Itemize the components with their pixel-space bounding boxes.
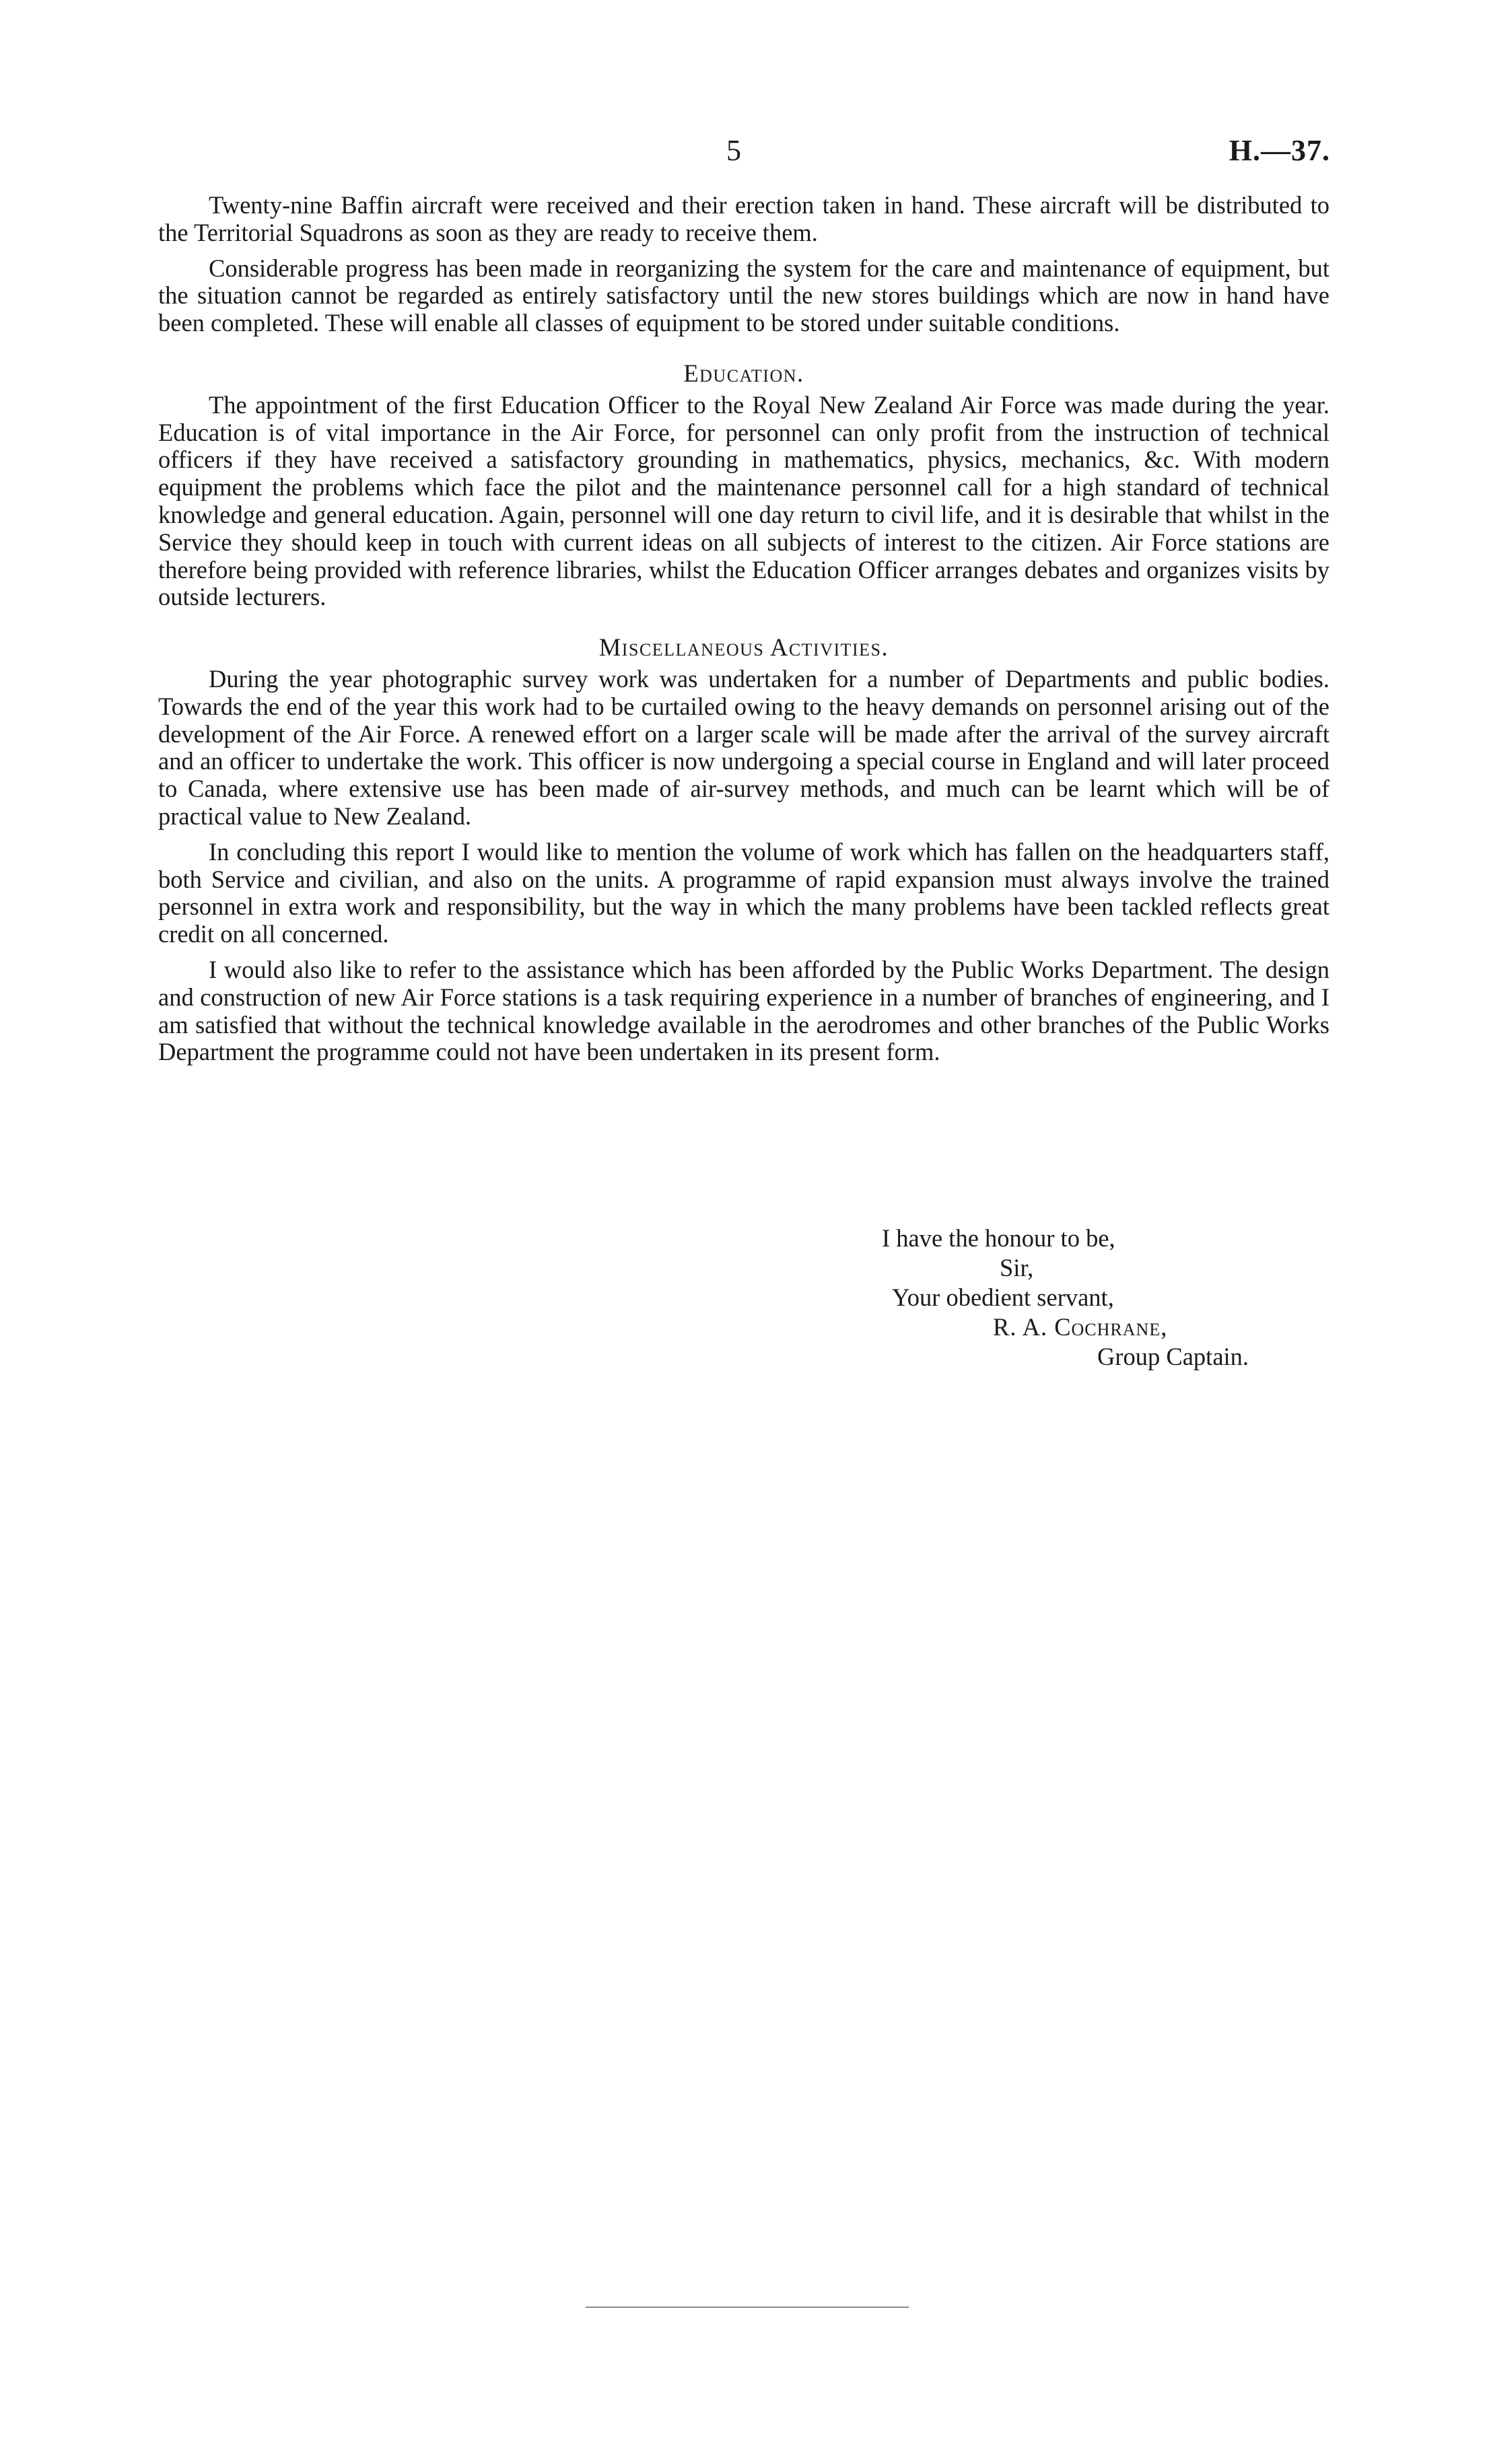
signature-salutation: Sir, xyxy=(1000,1254,1034,1281)
section-heading-miscellaneous: Miscellaneous Activities. xyxy=(598,633,889,662)
signature-block xyxy=(882,1224,1249,1372)
paragraph-baffin-aircraft: Twenty-nine Baffin aircraft were received and their erection taken in hand. These aircraft will be distributed to the Territorial Squadrons as soon as they are ready to receive them. xyxy=(158,191,1329,246)
signature-greeting: Your obedient servant, xyxy=(892,1283,1114,1311)
document-reference: H.—37. xyxy=(1229,134,1330,167)
end-rule-divider xyxy=(586,2307,909,2308)
paragraph-concluding: In concluding this report I would like to mention the volume of work which has fallen on the headquarters staff, both Service and civilian, and also on the units. A programme of rapid expansion must always involve the trained personnel in extra work and responsibility, but the way in which the many problems have been tackled reflects great credit on all concerned. xyxy=(158,837,1329,948)
report-body xyxy=(158,192,1329,1066)
paragraph-education: The appointment of the first Education Officer to the Royal New Zealand Air Force was made during the year. Education is of vital importance in the Air Force, for personnel can only profit from the instruction of technical officers if they have received a satisfactory grounding in mathematics, physics, mechanics, &c. With modern equipment the problems which face the pilot and the maintenance personnel call for a high standard of technical knowledge and general education. Again, personnel will one day return to civil life, and it is desirable that whilst in the Service they should keep in touch with current ideas on all subjects of interest to the citizen. Air Force stations are therefore being provided with reference libraries, whilst the Education Officer arranges debates and organizes visits by outside lecturers. xyxy=(158,390,1329,611)
paragraph-public-works: I would also like to refer to the assistance which has been afforded by the Public Works Department. The design and construction of new Air Force stations is a task requiring experience in a number of branches of engineering, and I am satisfied that without the technical knowledge available in the aerodromes and other branches of the Public Works Department the programme could not have been undertaken in its present form. xyxy=(158,955,1329,1066)
signature-closing: I have the honour to be, xyxy=(882,1224,1115,1252)
section-heading-education: Education. xyxy=(683,359,804,387)
signature-rank: Group Captain. xyxy=(1097,1343,1249,1370)
paragraph-equipment: Considerable progress has been made in reorganizing the system for the care and maintenance of equipment, but the situation cannot be regarded as entirely satisfactory until the new stores buildings which are now in hand have been completed. These will enable all classes of equipment to be stored under suitable conditions. xyxy=(158,254,1329,337)
signature-name: R. A. Cochrane, xyxy=(993,1313,1168,1341)
paragraph-survey-work: During the year photographic survey work was undertaken for a number of Departments and public bodies. Towards the end of the year this work had to be curtailed owing to the heavy demands on personnel arising out of the development of the Air Force. A renewed effort on a larger scale will be made after the arrival of the survey aircraft and an officer to undertake the work. This officer is now undergoing a special course in England and will later proceed to Canada, where extensive use has been made of air-survey methods, and much can be learnt which will be of practical value to New Zealand. xyxy=(158,664,1329,830)
page-number: 5 xyxy=(726,134,741,167)
